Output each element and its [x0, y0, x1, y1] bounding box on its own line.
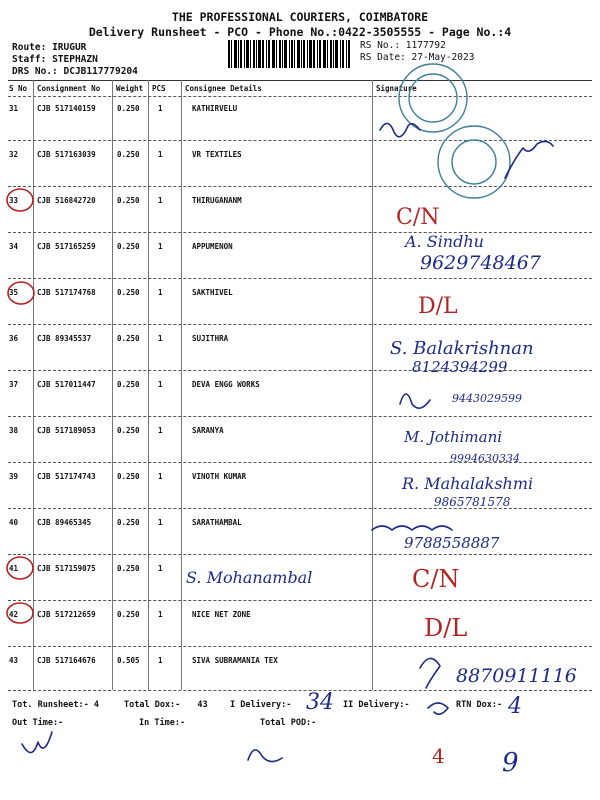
cell-sno: 33 [9, 196, 19, 205]
col-consignment: Consignment No [37, 84, 101, 93]
col-sno: S No [9, 84, 28, 93]
drs-value: DCJB117779204 [63, 66, 138, 77]
cell-name: SARANYA [192, 426, 224, 435]
rs-number [360, 40, 446, 51]
packaging-stamp [399, 64, 467, 132]
cell-pcs: 1 [158, 334, 163, 343]
hw-sig-36-name: S. Balakrishnan [390, 338, 534, 359]
table-row [0, 426, 600, 436]
barcode-image [228, 40, 350, 68]
cell-cons: CJB 517212659 [37, 610, 96, 619]
cell-pcs: 1 [158, 242, 163, 251]
cell-cons: CJB 517189053 [37, 426, 96, 435]
drs-label: DRS No.: [12, 66, 58, 77]
route-value: IRUGUR [52, 42, 87, 53]
hw-cn-33: C/N [396, 205, 440, 230]
cell-cons: CJB 517174768 [37, 288, 96, 297]
signature-in-time [248, 750, 282, 762]
hw-sig-34-name: A. Sindhu [405, 232, 484, 251]
row-divider [8, 186, 592, 187]
cell-cons: CJB 517159075 [37, 564, 96, 573]
col-pcs: PCS [152, 84, 166, 93]
rs-date-label: RS Date: [360, 52, 406, 63]
cell-cons: CJB 517011447 [37, 380, 96, 389]
signature-scribble-37 [400, 394, 430, 408]
header-bottom-rule [8, 96, 592, 97]
cell-pcs: 1 [158, 104, 163, 113]
hw-sig-34-phone: 9629748467 [420, 252, 541, 274]
cell-sno: 41 [9, 564, 19, 573]
cell-name: SIVA SUBRAMANIA TEX [192, 656, 278, 665]
cell-sno: 43 [9, 656, 19, 665]
cell-sno: 32 [9, 150, 19, 159]
cell-weight: 0.505 [117, 656, 140, 665]
col-signature: Signature [376, 84, 417, 93]
cell-weight: 0.250 [117, 334, 140, 343]
hw-rtn-value: 4 [508, 694, 522, 719]
cell-weight: 0.250 [117, 242, 140, 251]
cell-weight: 0.250 [117, 610, 140, 619]
cell-sno: 35 [9, 288, 19, 297]
staff-value: STEPHAZN [52, 54, 98, 65]
col-weight: Weight [116, 84, 144, 93]
cell-sno: 39 [9, 472, 19, 481]
cell-pcs: 1 [158, 656, 163, 665]
row-divider [8, 232, 592, 233]
cell-pcs: 1 [158, 288, 163, 297]
hw-bottom-h: 4 [432, 744, 445, 768]
table-row [0, 196, 600, 206]
cell-name: DEVA ENGG WORKS [192, 380, 260, 389]
hw-i-delivery-value: 34 [306, 690, 334, 715]
hw-dl-35: D/L [418, 294, 458, 319]
signature-rtn [428, 703, 448, 714]
cell-cons: CJB 516842720 [37, 196, 96, 205]
cell-cons: CJB 517163039 [37, 150, 96, 159]
total-dox-value: 43 [197, 700, 208, 710]
rs-number-label: RS No.: [360, 40, 401, 51]
table-row [0, 288, 600, 298]
hw-sig-39-phone: 9865781578 [434, 495, 511, 509]
cell-weight: 0.250 [117, 104, 140, 113]
cell-name: APPUMENON [192, 242, 233, 251]
staff-label: Staff: [12, 54, 47, 65]
cell-weight: 0.250 [117, 472, 140, 481]
route-label: Route: [12, 42, 47, 53]
rs-date [360, 52, 474, 63]
rs-date-value: 27-May-2023 [411, 52, 475, 63]
cell-weight: 0.250 [117, 380, 140, 389]
cell-cons: CJB 89345537 [37, 334, 92, 343]
i-delivery-label: I Delivery:- [230, 700, 292, 710]
hw-sig-39-name: R. Mahalakshmi [402, 474, 534, 493]
cell-weight: 0.250 [117, 564, 140, 573]
table-row [0, 104, 600, 114]
cell-pcs: 1 [158, 518, 163, 527]
total-pod-label: Total POD:- [260, 718, 317, 728]
hw-name-41: S. Mohanambal [186, 568, 313, 587]
cell-cons: CJB 517174743 [37, 472, 96, 481]
cell-pcs: 1 [158, 380, 163, 389]
cell-cons: CJB 517164676 [37, 656, 96, 665]
signature-out-time [22, 732, 52, 753]
hw-bottom-9: 9 [502, 748, 519, 778]
out-time-label: Out Time:- [12, 718, 64, 728]
table-row [0, 518, 600, 528]
cell-weight: 0.250 [117, 288, 140, 297]
cell-sno: 34 [9, 242, 19, 251]
in-time-label: In Time:- [139, 718, 186, 728]
cell-sno: 42 [9, 610, 19, 619]
cell-sno: 38 [9, 426, 19, 435]
staff-field [12, 54, 98, 65]
hw-cn-41: C/N [412, 565, 460, 593]
row-divider [8, 600, 592, 601]
cell-pcs: 1 [158, 150, 163, 159]
row-divider [8, 416, 592, 417]
total-runsheet: Tot. Runsheet:- 4 [12, 700, 99, 710]
cell-pcs: 1 [158, 426, 163, 435]
cell-weight: 0.250 [117, 150, 140, 159]
cell-weight: 0.250 [117, 426, 140, 435]
header-top-rule [8, 80, 592, 81]
cell-pcs: 1 [158, 472, 163, 481]
cell-sno: 37 [9, 380, 19, 389]
cell-name: SARATHAMBAL [192, 518, 242, 527]
row-divider [8, 646, 592, 647]
hw-sig-40-phone: 9788558887 [404, 534, 500, 552]
drs-field [12, 66, 138, 77]
table-row [0, 242, 600, 252]
cell-name: KATHIRVELU [192, 104, 238, 113]
route-field [12, 42, 86, 53]
cell-name: THIRUGANANM [192, 196, 242, 205]
textiles-stamp [438, 126, 510, 198]
col-consignee: Consignee Details [185, 84, 262, 93]
cell-pcs: 1 [158, 610, 163, 619]
total-dox-label: Total Dox:- [124, 700, 181, 710]
row-divider [8, 324, 592, 325]
row-divider [8, 140, 592, 141]
footer-rule [8, 690, 592, 691]
cell-weight: 0.250 [117, 196, 140, 205]
cell-pcs: 1 [158, 564, 163, 573]
cell-cons: CJB 517140159 [37, 104, 96, 113]
cell-name: SUJITHRA [192, 334, 229, 343]
cell-cons: CJB 517165259 [37, 242, 96, 251]
hw-sig-36-phone: 8124394299 [412, 358, 508, 376]
table-row [0, 610, 600, 620]
rtn-dox-label: RTN Dox:- [456, 700, 503, 710]
total-dox [124, 700, 208, 710]
hw-sig-38-phone: 9994630334 [450, 452, 520, 465]
table-row [0, 380, 600, 390]
row-divider [8, 554, 592, 555]
cell-sno: 36 [9, 334, 19, 343]
hw-sig-38-name: M. Jothimani [404, 428, 503, 446]
hw-dl-42: D/L [424, 614, 468, 642]
cell-pcs: 1 [158, 196, 163, 205]
row-divider [8, 278, 592, 279]
cell-name: VR TEXTILES [192, 150, 242, 159]
ii-delivery-label: II Delivery:- [343, 700, 410, 710]
hw-sig-37-phone: 9443029599 [452, 392, 522, 405]
company-title: THE PROFESSIONAL COURIERS, COIMBATORE [171, 10, 429, 24]
cell-name: NICE NET ZONE [192, 610, 251, 619]
cell-weight: 0.250 [117, 518, 140, 527]
rs-number-value: 1177792 [405, 40, 446, 51]
runsheet-subtitle: Delivery Runsheet - PCO - Phone No.:0422-3505555 - Page No.:4 [88, 25, 512, 39]
cell-sno: 31 [9, 104, 19, 113]
table-row [0, 150, 600, 160]
cell-sno: 40 [9, 518, 19, 527]
cell-cons: CJB 89465345 [37, 518, 92, 527]
hw-sig-43-phone: 8870911116 [456, 665, 577, 687]
signature-scribble-31 [380, 123, 420, 136]
cell-name: SAKTHIVEL [192, 288, 233, 297]
cell-name: VINOTH KUMAR [192, 472, 247, 481]
